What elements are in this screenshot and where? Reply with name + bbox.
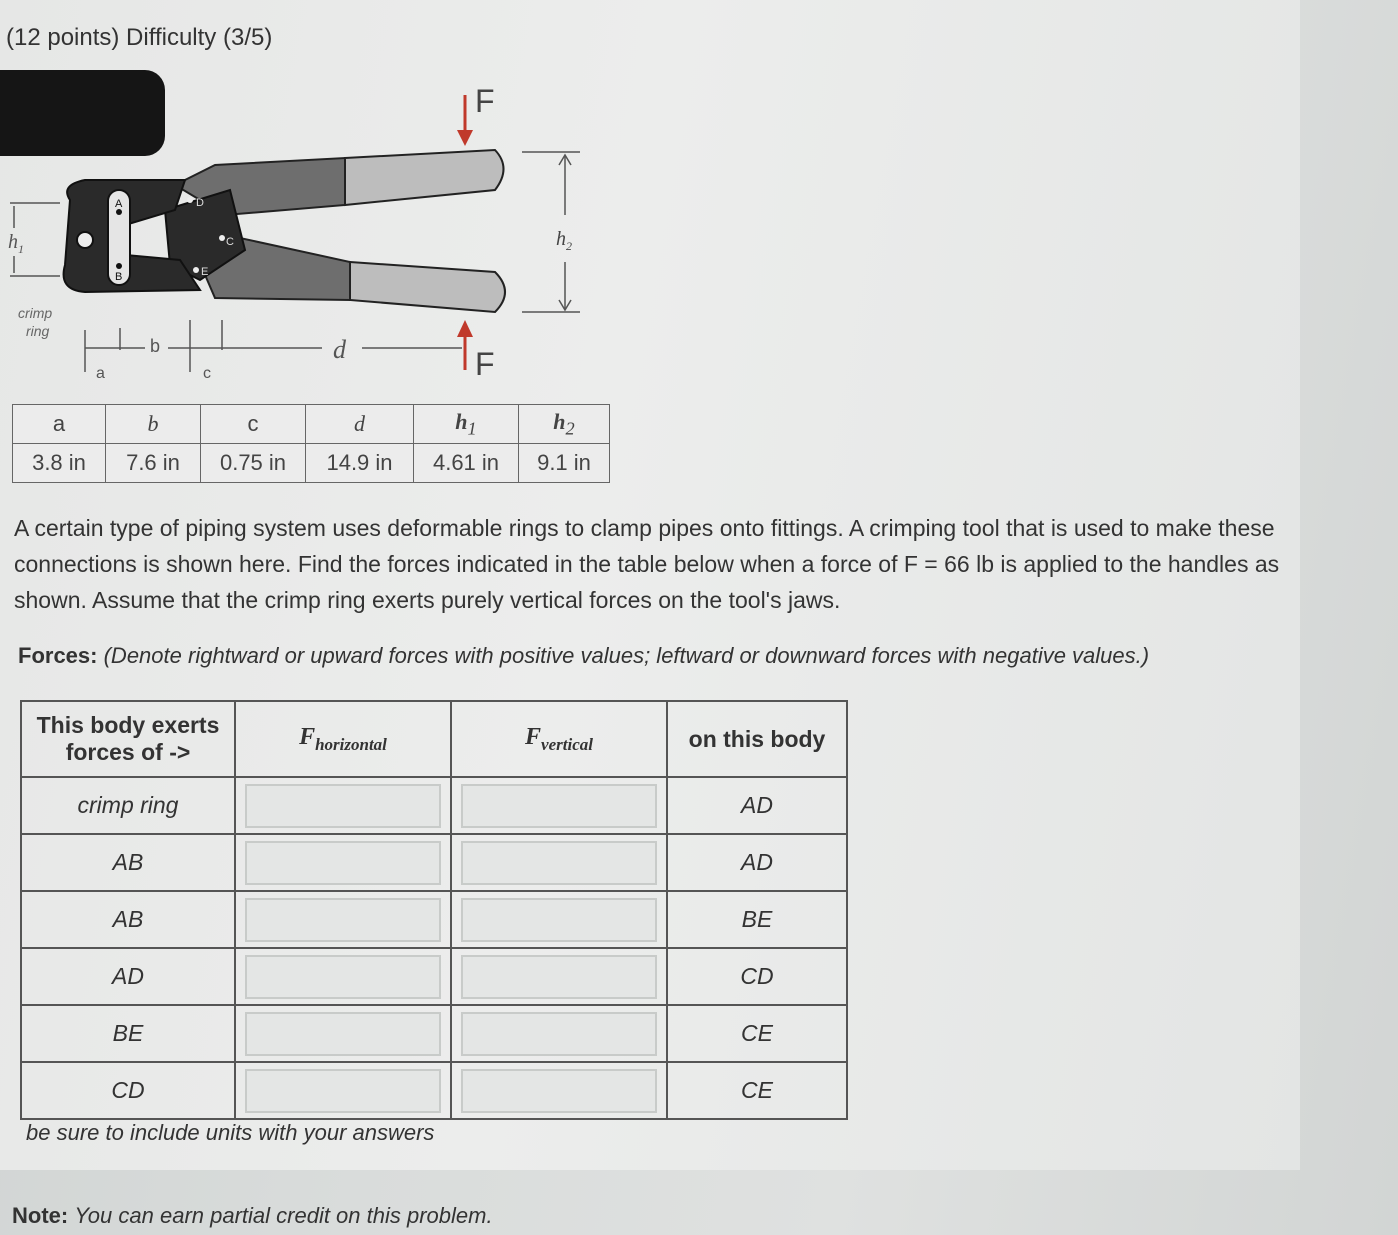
crimp-ring xyxy=(77,232,93,248)
dimensions-header-row xyxy=(13,405,610,444)
answer-input-horizontal-2[interactable] xyxy=(245,841,441,885)
dims-value-d: 14.9 in xyxy=(306,444,414,483)
partial-credit-note xyxy=(12,1203,493,1229)
col-header-f-vertical: $F_{vertical}$ xyxy=(451,701,667,777)
dims-header-h1: $h_1$ xyxy=(414,405,519,444)
pin-B xyxy=(116,263,122,269)
pin-D-label: D xyxy=(196,197,204,209)
pin-C xyxy=(219,235,225,241)
row-from-label: AD xyxy=(21,948,235,1005)
dims-value-h2: 9.1 in xyxy=(519,444,610,483)
dim-c-label: c xyxy=(203,365,211,382)
lower-grip xyxy=(350,262,505,312)
answer-input-horizontal-3[interactable] xyxy=(245,898,441,942)
row-from-label: CD xyxy=(21,1062,235,1119)
horizontal-dimensions xyxy=(85,320,462,372)
row-to-label: BE xyxy=(667,891,847,948)
h2-dimension xyxy=(522,152,580,312)
force-top-label: F xyxy=(475,83,495,119)
answer-input-vertical-5[interactable] xyxy=(461,1012,657,1056)
answer-input-horizontal-1[interactable] xyxy=(245,784,441,828)
answer-row-crimp-ring-on-AD xyxy=(21,777,847,834)
row-from-label: BE xyxy=(21,1005,235,1062)
row-to-label: AD xyxy=(667,834,847,891)
col-header-f-horizontal: $F_{horizontal}$ xyxy=(235,701,451,777)
redaction-block xyxy=(0,70,165,156)
pin-B-label: B xyxy=(115,271,123,283)
force-bottom-label: F xyxy=(475,346,495,382)
force-arrow-top xyxy=(457,95,473,146)
force-arrow-bottom xyxy=(457,320,473,370)
h2-label: $h_2$ xyxy=(556,228,572,253)
units-reminder: be sure to include units with your answers xyxy=(26,1120,435,1145)
dims-value-c: 0.75 in xyxy=(201,444,306,483)
row-from-label: AB xyxy=(21,834,235,891)
dim-d-label: d xyxy=(333,335,346,364)
answer-input-vertical-6[interactable] xyxy=(461,1069,657,1113)
row-to-label: CE xyxy=(667,1062,847,1119)
crimp-label: crimp xyxy=(18,305,53,321)
row-from-label: crimp ring xyxy=(21,777,235,834)
upper-grip xyxy=(345,150,504,205)
dims-header-a: a xyxy=(13,405,106,444)
answer-row-AB-on-AD xyxy=(21,834,847,891)
row-to-label: CD xyxy=(667,948,847,1005)
dims-header-b: b xyxy=(106,405,201,444)
answer-row-CD-on-CE xyxy=(21,1062,847,1119)
problem-header: (12 points) Difficulty (3/5) xyxy=(6,24,273,51)
answer-header-row xyxy=(21,701,847,777)
forces-note: (Denote rightward or upward forces with positive values; leftward or downward forces with negative values.) xyxy=(103,643,1150,668)
answer-table xyxy=(20,700,848,1120)
dims-header-c: c xyxy=(201,405,306,444)
dims-value-h1: 4.61 in xyxy=(414,444,519,483)
answer-row-AD-on-CD xyxy=(21,948,847,1005)
answer-input-vertical-3[interactable] xyxy=(461,898,657,942)
ring-label: ring xyxy=(26,323,50,339)
row-to-label: AD xyxy=(667,777,847,834)
dim-b-label: b xyxy=(150,336,161,356)
pin-E-label: E xyxy=(201,266,209,278)
answer-input-vertical-4[interactable] xyxy=(461,955,657,999)
dims-value-a: 3.8 in xyxy=(13,444,106,483)
answer-row-AB-on-BE xyxy=(21,891,847,948)
answer-input-horizontal-6[interactable] xyxy=(245,1069,441,1113)
forces-instruction xyxy=(18,643,1149,669)
pin-C-label: C xyxy=(226,236,234,248)
answer-input-horizontal-4[interactable] xyxy=(245,955,441,999)
answer-input-vertical-1[interactable] xyxy=(461,784,657,828)
forces-label: Forces: xyxy=(18,643,98,668)
dim-a-label: a xyxy=(96,365,105,382)
dims-header-d: d xyxy=(306,405,414,444)
pin-D xyxy=(187,197,193,203)
dims-header-h2: $h_2$ xyxy=(519,405,610,444)
col-header-exerting-body: This body exerts forces of -> xyxy=(21,701,235,777)
dimensions-value-row xyxy=(13,444,610,483)
note-label: Note: xyxy=(12,1203,69,1228)
note-text: You can earn partial credit on this problem. xyxy=(74,1203,493,1228)
pin-E xyxy=(193,267,199,273)
h1-label: $h_1$ xyxy=(8,231,24,256)
dimensions-table xyxy=(12,404,610,483)
dims-value-b: 7.6 in xyxy=(106,444,201,483)
row-from-label: AB xyxy=(21,891,235,948)
answer-row-BE-on-CE xyxy=(21,1005,847,1062)
answer-input-horizontal-5[interactable] xyxy=(245,1012,441,1056)
row-to-label: CE xyxy=(667,1005,847,1062)
answer-input-vertical-2[interactable] xyxy=(461,841,657,885)
col-header-receiving-body: on this body xyxy=(667,701,847,777)
problem-statement: A certain type of piping system uses deformable rings to clamp pipes onto fittings. A crimping tool that is used to make these connections is shown here. Find the forces indicated in the table below when a force of F = 66 lb is applied to the handles as shown. Assume that the crimp ring exerts purely vertical forces on the tool's jaws. xyxy=(14,515,1280,613)
pin-A-label: A xyxy=(115,198,123,210)
